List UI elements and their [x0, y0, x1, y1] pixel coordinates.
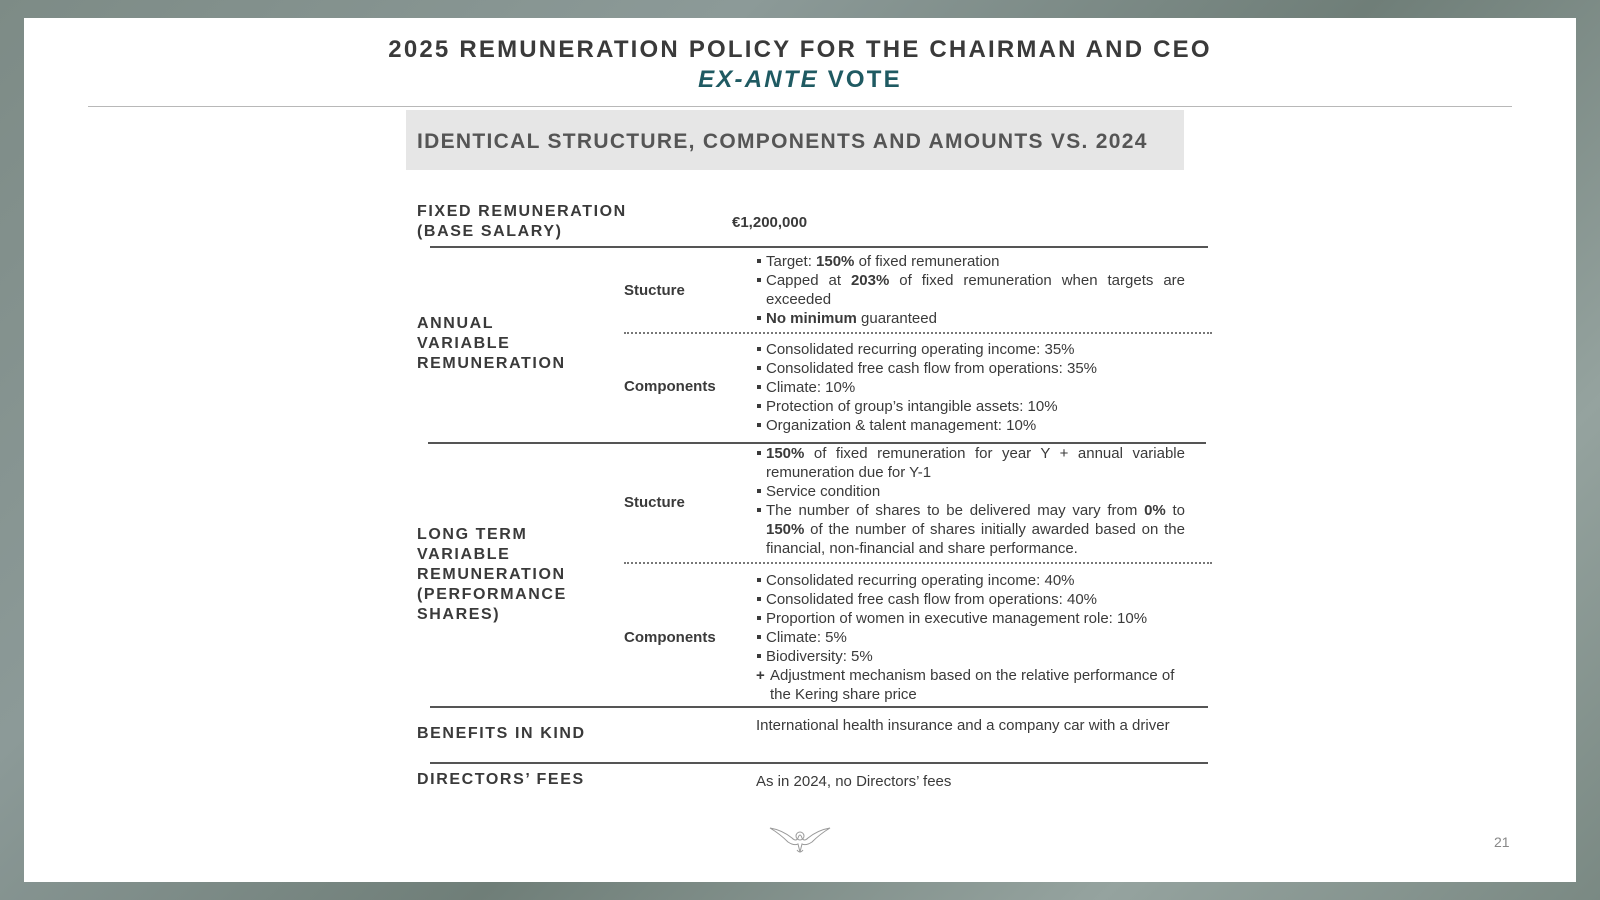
- row-divider: [430, 706, 1208, 708]
- fixed-remuneration-label: FIXED REMUNERATION (BASE SALARY): [417, 203, 627, 240]
- annual-variable-label: ANNUAL VARIABLE REMUNERATION: [417, 315, 566, 372]
- row-divider: [430, 246, 1208, 248]
- list-item: No minimum guaranteed: [756, 309, 1185, 328]
- section-banner: [406, 110, 1184, 170]
- page-number: 21: [1494, 834, 1510, 850]
- row-divider: [430, 762, 1208, 764]
- annual-structure-label: Stucture: [624, 282, 685, 299]
- list-item: Organization & talent management: 10%: [756, 416, 1185, 435]
- page-subtitle: [24, 66, 1576, 94]
- list-item: Consolidated free cash flow from operations: 40%: [756, 590, 1185, 609]
- list-item-adjustment: + Adjustment mechanism based on the relative performance of the Kering share price: [756, 667, 1175, 703]
- benefits-in-kind-label: BENEFITS IN KIND: [417, 725, 586, 742]
- annual-components-label: Components: [624, 378, 716, 395]
- subtitle-italic: EX-ANTE: [698, 66, 819, 93]
- directors-fees-value: As in 2024, no Directors’ fees: [756, 773, 952, 790]
- fixed-remuneration-value: €1,200,000: [732, 214, 808, 231]
- list-item: 150% of fixed remuneration for year Y + annual variable remuneration due for Y-1: [756, 444, 1185, 482]
- list-item: Climate: 5%: [756, 628, 1185, 647]
- long-term-structure-list: [756, 444, 1185, 558]
- list-item: Biodiversity: 5%: [756, 647, 1185, 666]
- long-term-variable-label: LONG TERM VARIABLE REMUNERATION (PERFORMANCE SHARES): [417, 526, 567, 623]
- banner-text: IDENTICAL STRUCTURE, COMPONENTS AND AMOUNTS VS. 2024: [417, 130, 1148, 153]
- kering-owl-logo-icon: [768, 824, 832, 856]
- list-item: Proportion of women in executive management role: 10%: [756, 609, 1185, 628]
- plus-icon: +: [756, 667, 765, 684]
- list-item: Capped at 203% of fixed remuneration when targets are exceeded: [756, 271, 1185, 309]
- annual-structure-list: [756, 252, 1185, 328]
- dotted-divider: [624, 562, 1212, 564]
- long-term-structure-label: Stucture: [624, 494, 685, 511]
- list-item: Target: 150% of fixed remuneration: [756, 252, 1185, 271]
- page-title: 2025 REMUNERATION POLICY FOR THE CHAIRMAN AND CEO: [388, 36, 1212, 63]
- dotted-divider: [624, 332, 1212, 334]
- long-term-components-list: [756, 571, 1185, 704]
- list-item: Consolidated recurring operating income: 35%: [756, 340, 1185, 359]
- title-divider: [88, 106, 1512, 107]
- directors-fees-label: DIRECTORS’ FEES: [417, 771, 585, 788]
- list-item: Climate: 10%: [756, 378, 1185, 397]
- subtitle-rest: VOTE: [818, 66, 902, 93]
- list-item: The number of shares to be delivered may vary from 0% to 150% of the number of shares initially awarded based on the financial, non-financial and share performance.: [756, 501, 1185, 558]
- annual-components-list: [756, 340, 1185, 435]
- list-item: Consolidated free cash flow from operations: 35%: [756, 359, 1185, 378]
- long-term-components-label: Components: [624, 629, 716, 646]
- list-item: Service condition: [756, 482, 1185, 501]
- list-item: Protection of group’s intangible assets: 10%: [756, 397, 1185, 416]
- list-item: Consolidated recurring operating income: 40%: [756, 571, 1185, 590]
- benefits-in-kind-value: International health insurance and a company car with a driver: [756, 717, 1170, 734]
